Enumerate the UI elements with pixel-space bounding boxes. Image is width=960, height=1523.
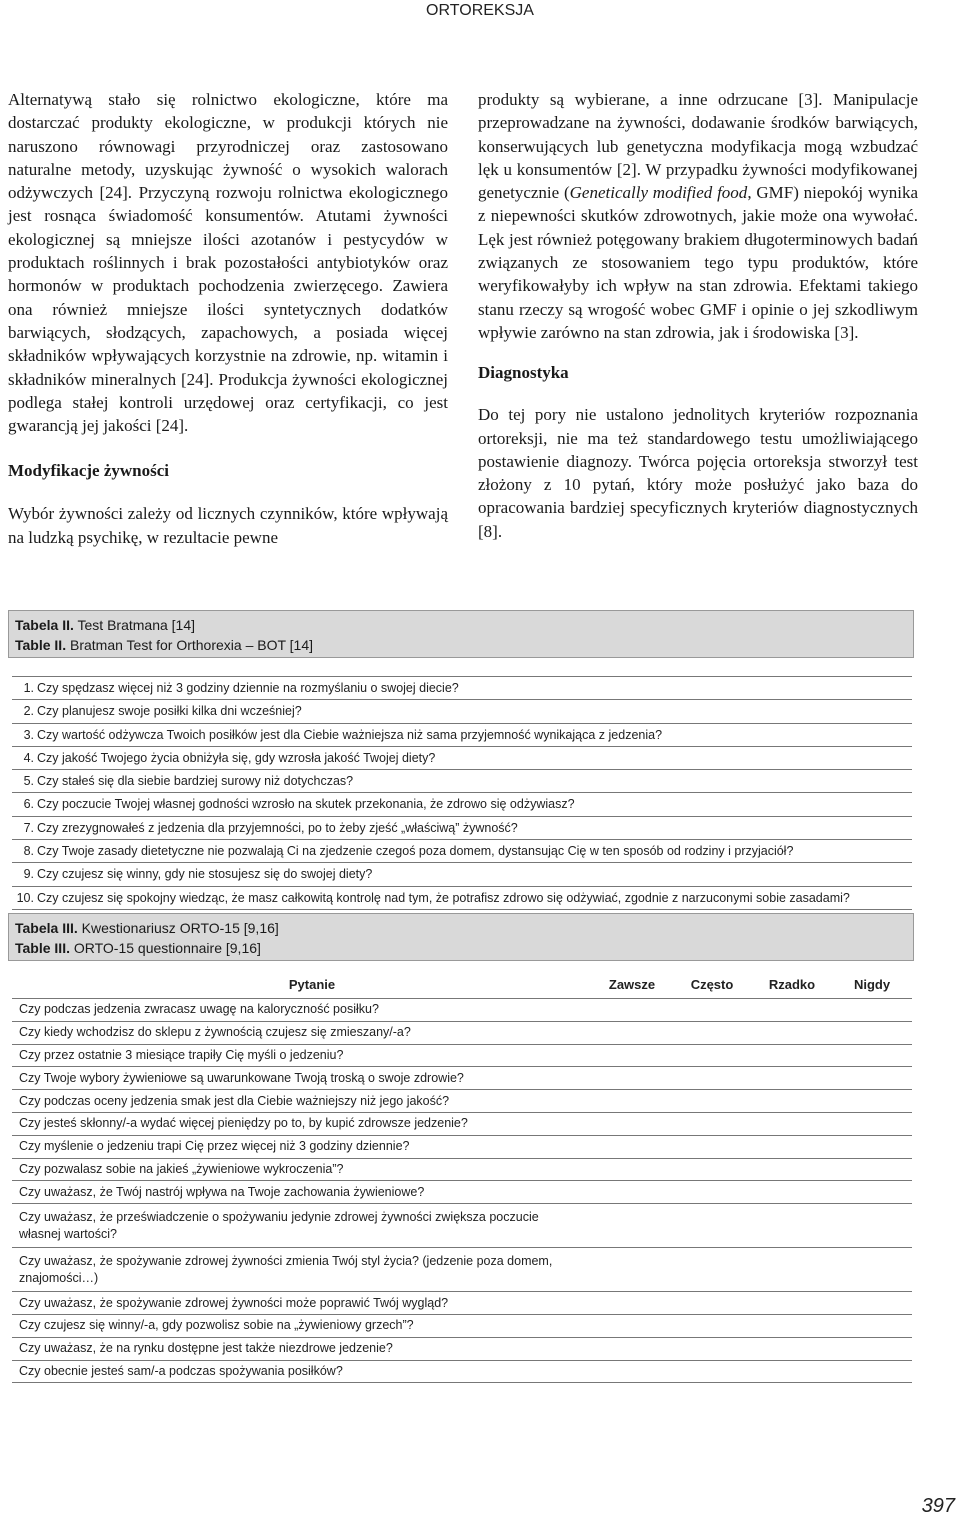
table2-question-text: Czy stałeś się dla siebie bardziej surowy niż dotychczas? [37, 774, 354, 789]
table2-label-pl: Tabela II. [15, 617, 74, 633]
table2-question-text: Czy poczucie Twojej własnej godności wzrosło na skutek przekonania, że zdrowo się odżywiasz? [37, 797, 575, 812]
table3-question-text: Czy Twoje wybory żywieniowe są uwarunkowane Twoją troską o swoje zdrowie? [19, 1070, 464, 1085]
table3-title-en: ORTO-15 questionnaire [9,16] [69, 940, 261, 956]
table2-question-row [12, 793, 912, 816]
table3-question-text: Czy pozwalasz sobie na jakieś „żywieniowe wykroczenia”? [19, 1161, 344, 1176]
table2-caption-en [15, 635, 907, 655]
table3-question-text: Czy obecnie jesteś sam/-a podczas spożywania posiłków? [19, 1363, 343, 1378]
table3-question-text: Czy uważasz, że przeświadczenie o spożywaniu jedynie zdrowej żywności zwiększa poczucie własnej wartości? [19, 1209, 539, 1241]
table3-question-text: Czy uważasz, że Twój nastrój wpływa na Twoje zachowania żywieniowe? [19, 1184, 425, 1199]
table3-label-pl: Tabela III. [15, 920, 78, 936]
table2-title-en: Bratman Test for Orthorexia – BOT [14] [66, 637, 314, 653]
table3-header-always: Zawsze [608, 977, 656, 992]
table3-question-text: Czy podczas oceny jedzenia smak jest dla Ciebie ważniejszy niż jego jakość? [19, 1093, 450, 1108]
table3-header-rarely: Rzadko [768, 977, 816, 992]
running-header: ORTOREKSJA [426, 2, 534, 19]
table3-question-row [12, 1136, 912, 1159]
table2-question-text: Czy czujesz się winny, gdy nie stosujesz się do swojej diety? [37, 867, 373, 882]
table2-question-row [12, 724, 912, 747]
section-heading-diagnostics: Diagnostyka [478, 363, 569, 383]
right-paragraph-1-italic: Genetically modified food [569, 183, 748, 203]
table2-title-pl: Test Bratmana [14] [73, 617, 196, 633]
table3-header-question: Pytanie [288, 977, 336, 992]
table2-question-row [12, 817, 912, 840]
table2-question-text: Czy Twoje zasady dietetyczne nie pozwalają Ci na zjedzenie czegoś poza domem, dystansując Cię w ten sposób od rodziny i przyjaciół? [37, 844, 794, 859]
table2-question-text: Czy spędzasz więcej niż 3 godziny dziennie na rozmyślaniu o swojej diecie? [37, 681, 459, 695]
right-paragraph-1-pre: produkty są wybierane, a inne odrzucane [3]. Manipulacje przeprowadzane na żywności, dodawanie środków barwiących, konserwujących lub genetyczna modyfikacja mogą wzbudzać lęk u konsumentów [2]. W przypadku żywności modyfikowanej genetycznie ( [478, 90, 918, 203]
table3-caption-pl [15, 918, 907, 938]
table2-question-number: 1. [23, 681, 34, 695]
table3-header-often: Często [690, 977, 734, 992]
right-column [478, 88, 918, 543]
table2-question-number: 10. [16, 890, 34, 905]
table3-question-row [12, 1361, 912, 1384]
table2-question-row [12, 887, 912, 910]
table2-caption-pl [15, 615, 907, 635]
table2-question-text: Czy zrezygnowałeś z jedzenia dla przyjemności, po to żeby zjeść „właściwą” żywność? [37, 820, 518, 835]
table3-question-text: Czy uważasz, że na rynku dostępne jest także niezdrowe jedzenie? [19, 1341, 393, 1356]
table3-caption [8, 913, 914, 961]
table3-question-row [12, 1022, 912, 1045]
table3-question-row [12, 1090, 912, 1113]
table2-question-number: 8. [23, 844, 34, 859]
table3-label-en: Table III. [15, 940, 70, 956]
table2-label-en: Table II. [15, 637, 67, 653]
table3-question-row [12, 1338, 912, 1361]
table2-caption [8, 610, 914, 658]
table2-question-number: 2. [23, 704, 34, 719]
table2-question-number: 7. [23, 820, 34, 835]
table2-question-text: Czy planujesz swoje posiłki kilka dni wcześniej? [37, 704, 302, 719]
right-paragraph-1 [478, 88, 918, 344]
table3-question-row [12, 1159, 912, 1182]
table3-question-row [12, 1113, 912, 1136]
table2-question-number: 5. [23, 774, 34, 789]
table2-question-row [12, 700, 912, 723]
table2-question-number: 6. [23, 797, 34, 812]
table3-header-never: Nigdy [853, 977, 891, 992]
table3-question-text: Czy uważasz, że spożywanie zdrowej żywności może poprawić Twój wygląd? [19, 1295, 449, 1310]
table2-question-row [12, 747, 912, 770]
table3-question-text: Czy jesteś skłonny/-a wydać więcej pieniędzy po to, by kupić zdrowsze jedzenie? [19, 1116, 468, 1131]
page-number: 397 [921, 1495, 955, 1517]
table2-question-row [12, 840, 912, 863]
table3-header-row [12, 972, 912, 999]
left-paragraph-2: Wybór żywności zależy od licznych czynników, które wpływają na ludzką psychikę, w rezultacie pewne [8, 504, 448, 547]
table3-question-row [12, 1204, 912, 1248]
table3-title-pl: Kwestionariusz ORTO-15 [9,16] [77, 920, 279, 936]
table3-question-row [12, 1248, 912, 1292]
table2-question-text: Czy czujesz się spokojny wiedząc, że masz całkowitą kontrolę nad tym, że potrafisz zdrowo się odżywiać, zgodnie z narzuconymi sobie zasadami? [37, 890, 850, 905]
table3-question-text: Czy uważasz, że spożywanie zdrowej żywności zmienia Twój styl życia? (jedzenie poza domem, znajomości…) [19, 1253, 553, 1285]
table3-question-row [12, 1292, 912, 1315]
table2-question-row [12, 676, 912, 700]
table2-question-number: 9. [23, 867, 34, 882]
table3-question-row [12, 1045, 912, 1068]
table2-question-number: 3. [23, 727, 34, 742]
table3-question-text: Czy przez ostatnie 3 miesiące trapiły Cię myśli o jedzeniu? [19, 1047, 344, 1062]
table3-questionnaire [12, 972, 912, 1383]
table3-question-text: Czy podczas jedzenia zwracasz uwagę na kaloryczność posiłku? [19, 1002, 379, 1017]
table3-question-row [12, 1315, 912, 1338]
table3-question-text: Czy czujesz się winny/-a, gdy pozwolisz sobie na „żywieniowy grzech”? [19, 1318, 414, 1333]
table3-caption-en [15, 938, 907, 958]
table3-question-row [12, 999, 912, 1022]
right-paragraph-2: Do tej pory nie ustalono jednolitych kryteriów rozpoznania ortoreksji, nie ma też standardowego testu umożliwiającego postawienie diagnozy. Twórca pojęcia ortoreksja stworzył test złożony z 10 pytań, który może posłużyć jako baza do opracowania bardziej specyficznych kryteriów diagnostycznych [8]. [478, 405, 918, 541]
table3-question-text: Czy kiedy wchodzisz do sklepu z żywnością czujesz się zmieszany/-a? [19, 1025, 411, 1040]
left-paragraph-1: Alternatywą stało się rolnictwo ekologiczne, które ma dostarczać produkty ekologiczne, w produkcji których nie naruszono równowagi przyrodniczej oraz zastosowano naturalne metody, uzyskując żywność o wysokich walorach odżywczych [24]. Przyczyną rozwoju rolnictwa ekologicznego jest rosnąca świadomość konsumentów. Atutami żywności ekologicznej są mniejsze ilości azotanów i pestycydów w produktach roślinnych i brak pozostałości antybiotyków oraz hormonów w produktach pochodzenia zwierzęcego. Zawiera ona również mniejsze ilości syntetycznych dodatków barwiących, słodzących, zapachowych, a posiada więcej składników wpływających korzystnie na zdrowie, np. witamin i składników mineralnych [24]. Produkcja żywności ekologicznej podlega stałej kontroli urzędowej oraz certyfikacji, co jest gwarancją jej jakości [24]. [8, 90, 448, 436]
table2-question-text: Czy jakość Twojego życia obniżyła się, gdy wzrosła jakość Twojej diety? [37, 750, 436, 765]
table3-question-row [12, 1181, 912, 1204]
right-paragraph-1-post: , GMF) niepokój wynika z niepewności skutków zdrowotnych, jakie może ona wywołać. Lęk jest również potęgowany brakiem długoterminowych badań związanych ze stosowaniem tego typu produktów, które weryfikowałyby ich wpływ na stan zdrowia. Efektami takiego stanu rzeczy są wrogość wobec GMF i opinie o jej szkodliwym wpływie zarówno na stan zdrowia, jak i środowiska [3]. [478, 183, 918, 342]
table3-body [12, 999, 912, 1383]
table3-question-row [12, 1067, 912, 1090]
left-column [8, 88, 448, 549]
table2-question-list [12, 676, 912, 910]
table2-question-text: Czy wartość odżywcza Twoich posiłków jest dla Ciebie ważniejsza niż sama przyjemność wynikająca z jedzenia? [37, 727, 663, 742]
table3-question-text: Czy myślenie o jedzeniu trapi Cię przez więcej niż 3 godziny dziennie? [19, 1139, 410, 1154]
table2-question-row [12, 770, 912, 793]
section-heading-modifications: Modyfikacje żywności [8, 461, 170, 481]
table2-question-number: 4. [23, 750, 34, 765]
table2-question-row [12, 863, 912, 886]
